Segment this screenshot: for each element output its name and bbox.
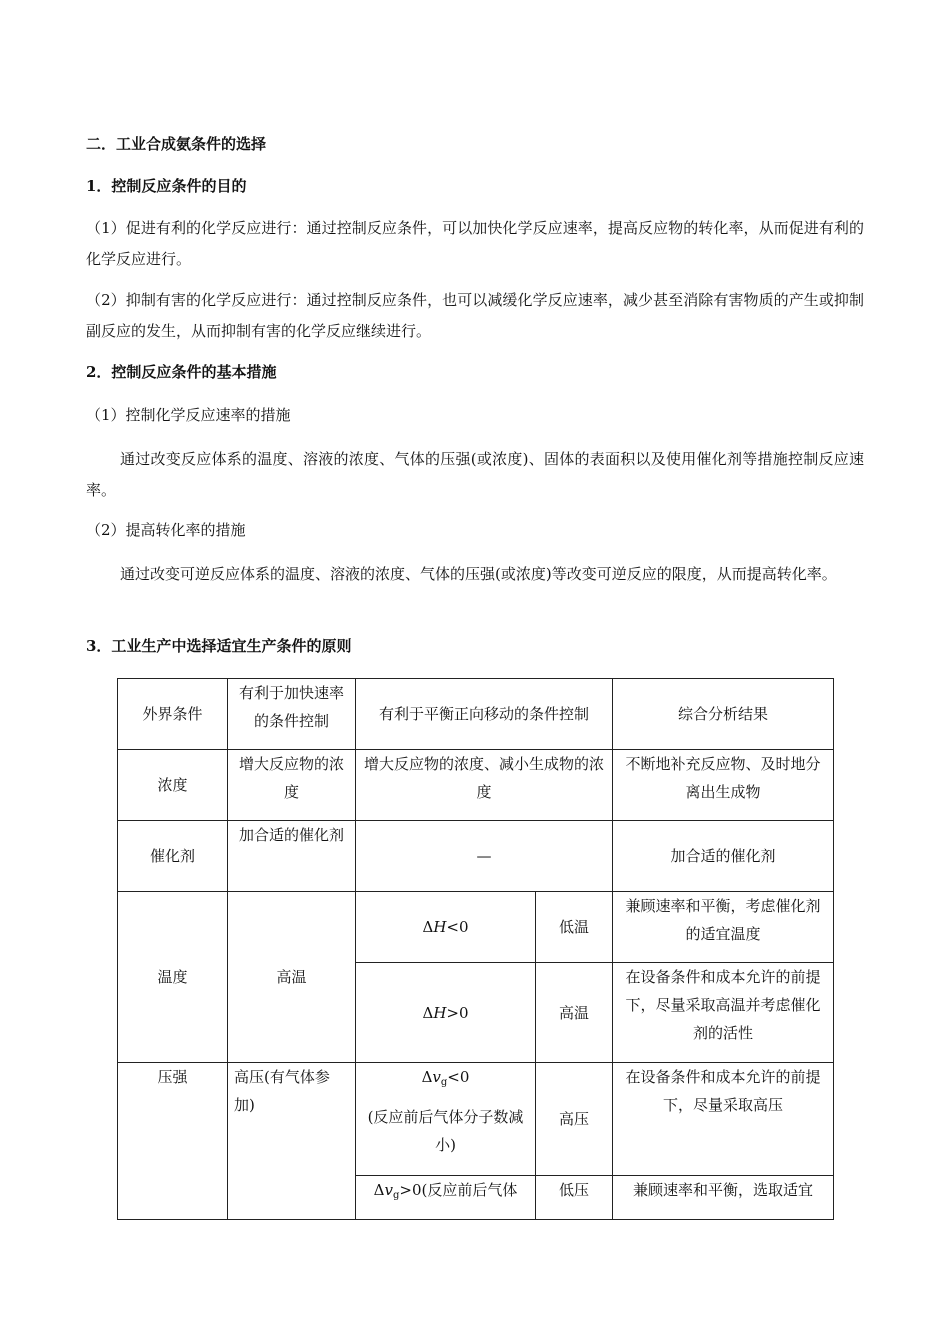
paragraph-inhibit: （2）抑制有害的化学反应进行：通过控制反应条件，也可以减缓化学反应速率，减少甚至消除有害物质的产生或抑制副反应的发生，从而抑制有害的化学反应继续进行。 [86,291,864,340]
header-condition: 外界条件 [118,679,228,750]
section-heading: 二．工业合成氨条件的选择 [86,135,267,153]
delta-symbol: Δ [373,1181,385,1199]
cell-label: 浓度 [118,750,228,821]
cell-rate: 高压(有气体参加) [228,1063,356,1220]
paragraph-rate-measures: 通过改变反应体系的温度、溶液的浓度、气体的压强(或浓度)、固体的表面积以及使用催化剂等措施控制反应速率。 [86,450,864,499]
cell-rate: 增大反应物的浓度 [228,750,356,821]
condition-value: >0(反应前后气体 [399,1181,518,1199]
cell-label: 压强 [118,1063,228,1220]
table-row-pressure [118,1063,834,1176]
condition-value: <0 [447,1068,470,1086]
delta-symbol: Δ [422,1003,434,1022]
cell-equilibrium: — [356,821,613,892]
heading-purpose: 1．控制反应条件的目的 [86,177,247,195]
cell-label: 催化剂 [118,821,228,892]
cell-equilibrium: 增大反应物的浓度、减小生成物的浓度 [356,750,613,821]
cell-action: 低温 [536,892,613,963]
gas-subscript: g [440,1077,448,1088]
delta-symbol: Δ [422,918,434,936]
cell-action: 高温 [536,963,613,1063]
subheading-rate: （1）控制化学反应速率的措施 [86,406,291,424]
paragraph-promote: （1）促进有利的化学反应进行：通过控制反应条件，可以加快化学反应速率，提高反应物的转化率，从而促进有利的化学反应进行。 [86,219,864,268]
header-equilibrium-control: 有利于平衡正向移动的条件控制 [356,679,613,750]
condition-note: (反应前后气体分子数减小) [367,1108,524,1154]
cell-label: 温度 [118,892,228,1063]
header-rate-control: 有利于加快速率的条件控制 [228,679,356,750]
cell-condition [356,1063,536,1176]
enthalpy-symbol: H [433,918,447,936]
enthalpy-symbol: H [433,1003,447,1022]
delta-symbol: Δ [421,1068,433,1086]
condition-formula [362,1063,529,1097]
table-header-row [118,679,834,750]
cell-rate: 高温 [228,892,356,1063]
subheading-conversion: （2）提高转化率的措施 [86,521,246,539]
velocity-symbol: v [432,1068,441,1086]
heading-measures: 2．控制反应条件的基本措施 [86,363,277,381]
paragraph-conversion-measures: 通过改变可逆反应体系的温度、溶液的浓度、气体的压强(或浓度)等改变可逆反应的限度，从而提高转化率。 [120,565,837,583]
cell-action: 高压 [536,1063,613,1176]
table-row-temperature [118,892,834,963]
velocity-symbol: v [384,1181,393,1199]
cell-result: 在设备条件和成本允许的前提下，尽量采取高压 [613,1063,834,1176]
cell-condition [356,892,536,963]
conditions-table [117,678,834,1220]
cell-rate: 加合适的催化剂 [228,821,356,892]
table-row-catalyst [118,821,834,892]
condition-value: >0 [446,1003,469,1022]
cell-result: 不断地补充反应物、及时地分离出生成物 [613,750,834,821]
gas-subscript: g [392,1190,400,1201]
cell-action: 低压 [536,1176,613,1220]
cell-condition [356,963,536,1063]
cell-result: 加合适的催化剂 [613,821,834,892]
cell-result: 兼顾速率和平衡，选取适宜 [613,1176,834,1220]
heading-principles: 3．工业生产中选择适宜生产条件的原则 [86,637,352,655]
header-result: 综合分析结果 [613,679,834,750]
table-row-concentration [118,750,834,821]
condition-value: <0 [446,918,469,936]
cell-result: 在设备条件和成本允许的前提下，尽量采取高温并考虑催化剂的活性 [613,963,834,1063]
cell-result: 兼顾速率和平衡，考虑催化剂的适宜温度 [613,892,834,963]
cell-condition [356,1176,536,1220]
